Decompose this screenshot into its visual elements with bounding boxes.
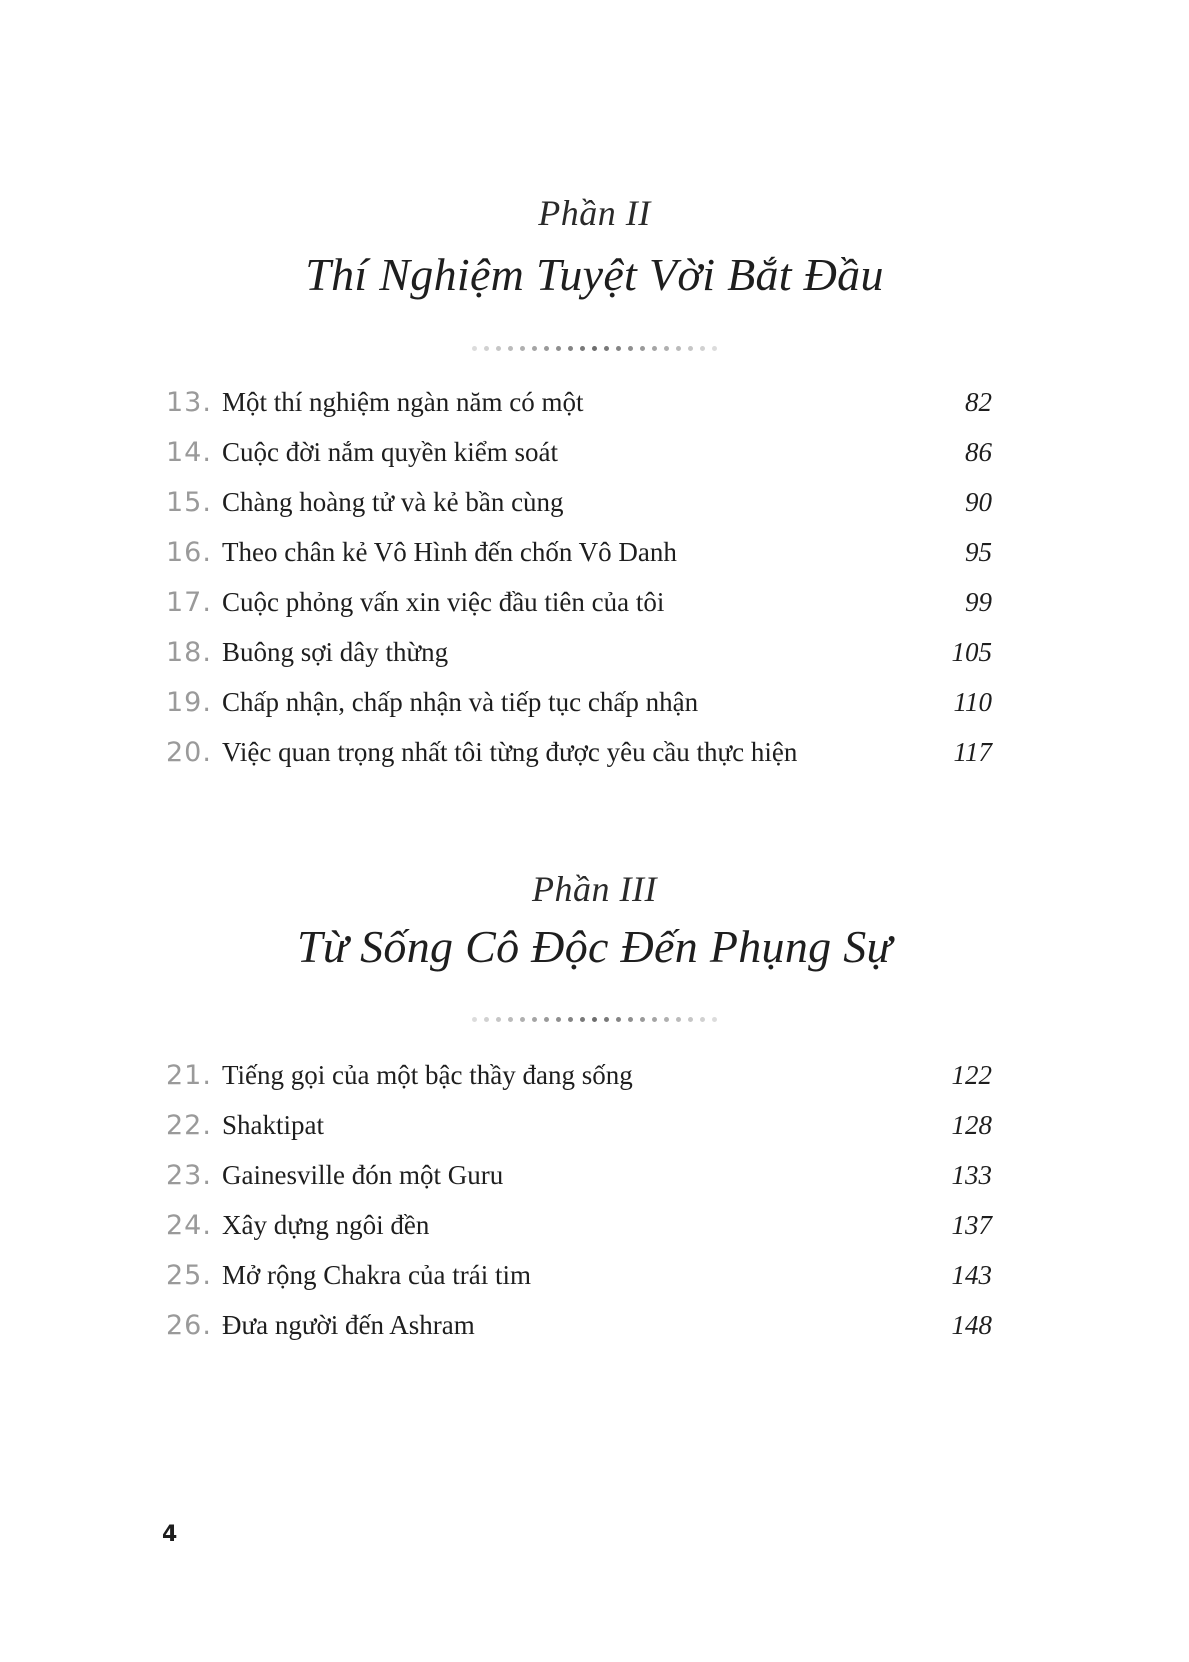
ornament-dot [604,1017,609,1022]
part-2-chapter-list [166,387,992,787]
ornament-dot [568,346,573,351]
chapter-number: 18. [166,637,212,668]
toc-entry[interactable] [166,1160,992,1210]
ornament-dot [484,1017,489,1022]
chapter-number: 14. [166,437,212,468]
part-2-kicker: Phần II [538,193,651,233]
chapter-page: 128 [951,1110,992,1140]
ornament-dot [508,346,513,351]
toc-entry[interactable] [166,537,992,587]
chapter-page: 148 [951,1310,992,1340]
toc-entry[interactable] [166,437,992,487]
chapter-page: 99 [965,587,992,617]
ornament-dot [640,346,645,351]
chapter-page: 105 [951,637,992,667]
page-number: 4 [162,1522,178,1547]
toc-entry[interactable] [166,587,992,637]
toc-entry[interactable] [166,1310,992,1360]
ornament-dot [496,1017,501,1022]
chapter-title: Đưa người đến Ashram [222,1310,475,1340]
chapter-title: Theo chân kẻ Vô Hình đến chốn Vô Danh [222,537,677,567]
ornament-dot [604,346,609,351]
ornament-dot [664,1017,669,1022]
ornament-divider-part-3 [0,1017,1189,1027]
chapter-number: 13. [166,387,212,418]
chapter-title: Tiếng gọi của một bậc thầy đang sống [222,1060,633,1090]
toc-entry[interactable] [166,387,992,437]
ornament-dot [688,1017,693,1022]
chapter-page: 82 [965,387,992,417]
chapter-title: Shaktipat [222,1110,324,1140]
ornament-dot [556,346,561,351]
chapter-title: Buông sợi dây thừng [222,637,449,667]
ornament-dot [496,346,501,351]
ornament-dot [544,346,549,351]
chapter-title: Một thí nghiệm ngàn năm có một [222,387,584,417]
ornament-dot [592,346,597,351]
ornament-dot [652,1017,657,1022]
ornament-dot [700,346,705,351]
ornament-dot [616,1017,621,1022]
ornament-dot [544,1017,549,1022]
chapter-number: 22. [166,1110,212,1141]
chapter-number: 20. [166,737,212,768]
ornament-dot [508,1017,513,1022]
chapter-number: 24. [166,1210,212,1241]
ornament-dot [640,1017,645,1022]
chapter-number: 25. [166,1260,212,1291]
ornament-dot [580,1017,585,1022]
toc-entry[interactable] [166,1210,992,1260]
ornament-dot [520,1017,525,1022]
ornament-divider-part-2 [0,346,1189,356]
ornament-dot [520,346,525,351]
chapter-page: 110 [953,687,992,717]
ornament-dot [628,346,633,351]
chapter-title: Mở rộng Chakra của trái tim [222,1260,531,1290]
part-3-title: Từ Sống Cô Độc Đến Phụng Sự [297,921,892,972]
part-3-kicker: Phần III [532,869,657,909]
chapter-title: Chàng hoàng tử và kẻ bần cùng [222,487,564,517]
part-2-title: Thí Nghiệm Tuyệt Vời Bắt Đầu [305,249,884,300]
toc-entry[interactable] [166,487,992,537]
ornament-dot [676,1017,681,1022]
ornament-dot [700,1017,705,1022]
chapter-title: Xây dựng ngôi đền [222,1210,430,1240]
chapter-number: 16. [166,537,212,568]
chapter-page: 95 [965,537,992,567]
chapter-page: 117 [953,737,992,767]
chapter-title: Gainesville đón một Guru [222,1160,504,1190]
chapter-number: 15. [166,487,212,518]
chapter-title: Cuộc đời nắm quyền kiểm soát [222,437,558,467]
chapter-page: 133 [951,1160,992,1190]
ornament-dot [676,346,681,351]
chapter-page: 137 [951,1210,992,1240]
chapter-title: Việc quan trọng nhất tôi từng được yêu cầu thực hiện [222,737,798,767]
ornament-dot [628,1017,633,1022]
chapter-title: Chấp nhận, chấp nhận và tiếp tục chấp nhận [222,687,699,717]
chapter-number: 21. [166,1060,212,1091]
ornament-dot [616,346,621,351]
chapter-number: 17. [166,587,212,618]
chapter-page: 122 [951,1060,992,1090]
ornament-dot [532,346,537,351]
ornament-dot [484,346,489,351]
toc-entry[interactable] [166,1110,992,1160]
ornament-dot [592,1017,597,1022]
ornament-dot [688,346,693,351]
chapter-number: 23. [166,1160,212,1191]
chapter-number: 19. [166,687,212,718]
ornament-dot [712,1017,717,1022]
ornament-dot [472,346,477,351]
ornament-dot [556,1017,561,1022]
ornament-dot [472,1017,477,1022]
ornament-dot [652,346,657,351]
chapter-title: Cuộc phỏng vấn xin việc đầu tiên của tôi [222,587,665,617]
toc-entry[interactable] [166,687,992,737]
toc-entry[interactable] [166,637,992,687]
toc-entry[interactable] [166,1260,992,1310]
toc-entry[interactable] [166,1060,992,1110]
ornament-dot [580,346,585,351]
chapter-page: 90 [965,487,992,517]
chapter-number: 26. [166,1310,212,1341]
chapter-page: 86 [965,437,992,467]
part-3-chapter-list [166,1060,992,1360]
chapter-page: 143 [951,1260,992,1290]
ornament-dot [568,1017,573,1022]
ornament-dot [532,1017,537,1022]
toc-entry[interactable] [166,737,992,787]
ornament-dot [712,346,717,351]
ornament-dot [664,346,669,351]
